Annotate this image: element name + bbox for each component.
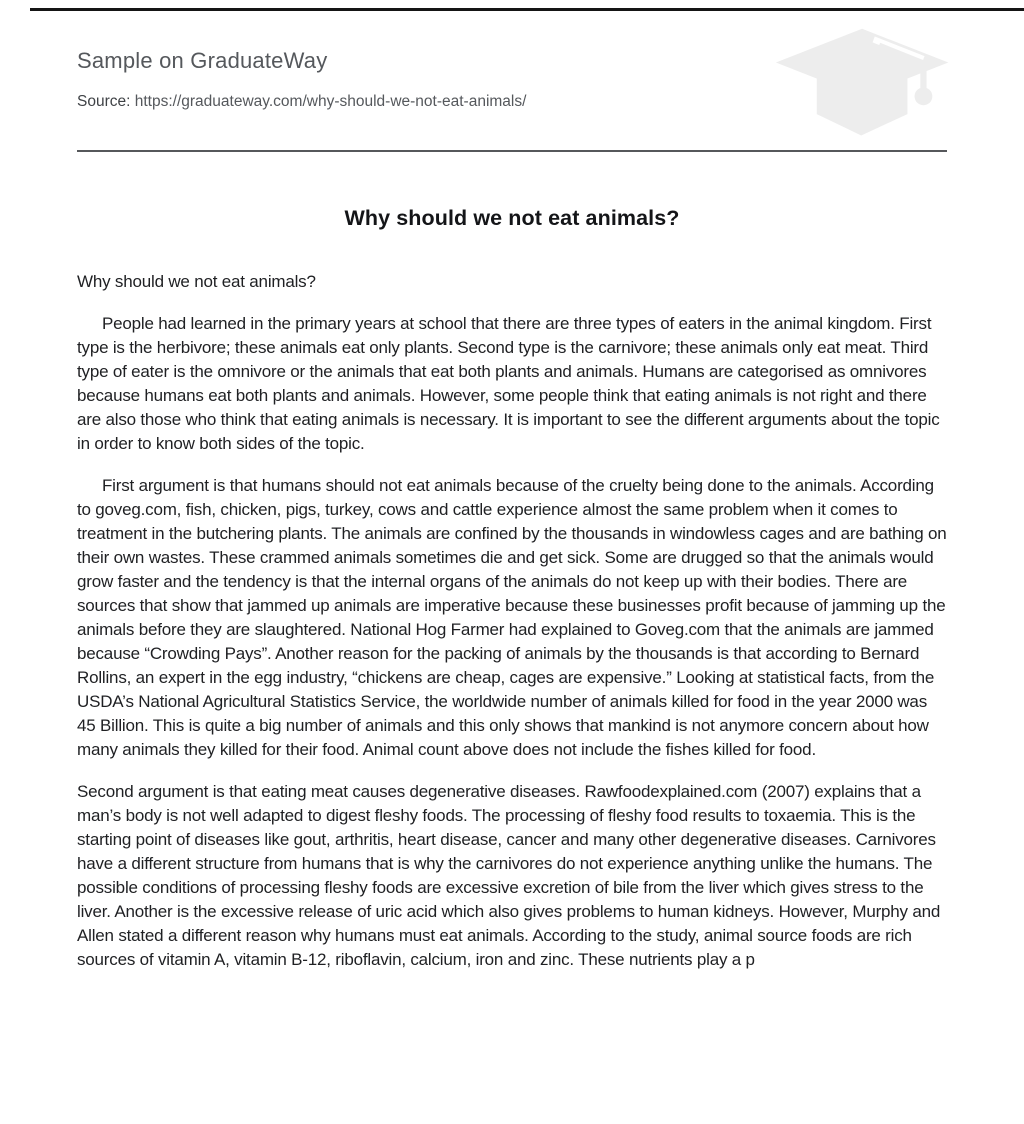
header-divider (77, 150, 947, 152)
essay-paragraph-intro: People had learned in the primary years at school that there are three types of eaters in the animal kingdom. First type is the herbivore; these animals eat only plants. Second type is the carnivore; these animals only eat meat. Third type of eater is the omnivore or the animals that eat both plants and animals. Humans are categorised as omnivores because humans eat both plants and animals. However, some people think that eating animals is not right and there are also those who think that eating animals is necessary. It is important to see the different arguments about the topic in order to know both sides of the topic. (77, 314, 940, 453)
essay-paragraph-first-argument: First argument is that humans should not eat animals because of the cruelty being done to the animals. According to goveg.com, fish, chicken, pigs, turkey, cows and cattle experience almost the same problem when it comes to treatment in the butchering plants. The animals are confined by the thousands in windowless cages and are bathing on their own wastes. These crammed animals sometimes die and get sick. Some are drugged so that the animals would grow faster and the tendency is that the internal organs of the animals do not keep up with their bodies. There are sources that show that jammed up animals are imperative because these businesses profit because of jamming up the animals before they are slaughtered. National Hog Farmer had explained to Goveg.com that the animals are jammed because “Crowding Pays”. Another reason for the packing of animals by the thousands is that according to Bernard Rollins, an expert in the egg industry, “chickens are cheap, cages are expensive.” Looking at statistical facts, from the USDA’s National Agricultural Statistics Service, the worldwide number of animals killed for food in the year 2000 was 45 Billion. This is quite a big number of animals and this only shows that mankind is not anymore concern about how many animals they killed for their food. Animal count above does not include the fishes killed for food. (77, 476, 947, 759)
page-content (0, 48, 1024, 972)
graduation-cap-icon (774, 27, 952, 139)
sample-heading: Sample on GraduateWay (77, 48, 328, 73)
essay-paragraph-repeat-title: Why should we not eat animals? (77, 272, 316, 291)
source-label: Source: (77, 93, 131, 110)
top-rule (30, 8, 1024, 11)
essay-paragraph-second-argument: Second argument is that eating meat causes degenerative diseases. Rawfoodexplained.com (2007) explains that a man’s body is not well adapted to digest fleshy foods. The processing of fleshy food results to toxaemia. This is the starting point of diseases like gout, arthritis, heart disease, cancer and many other degenerative diseases. Carnivores have a different structure from humans that is why the carnivores do not experience anything unlike the humans. The possible conditions of processing fleshy foods are excessive excretion of bile from the liver which gives stress to the liver. Another is the excessive release of uric acid which also gives problems to human kidneys. However, Murphy and Allen stated a different reason why humans must eat animals. According to the study, animal source foods are rich sources of vitamin A, vitamin B-12, riboflavin, calcium, iron and zinc. These nutrients play a p (77, 782, 941, 969)
essay-title: Why should we not eat animals? (344, 206, 680, 230)
source-url: https://graduateway.com/why-should-we-not-eat-animals/ (134, 93, 527, 110)
